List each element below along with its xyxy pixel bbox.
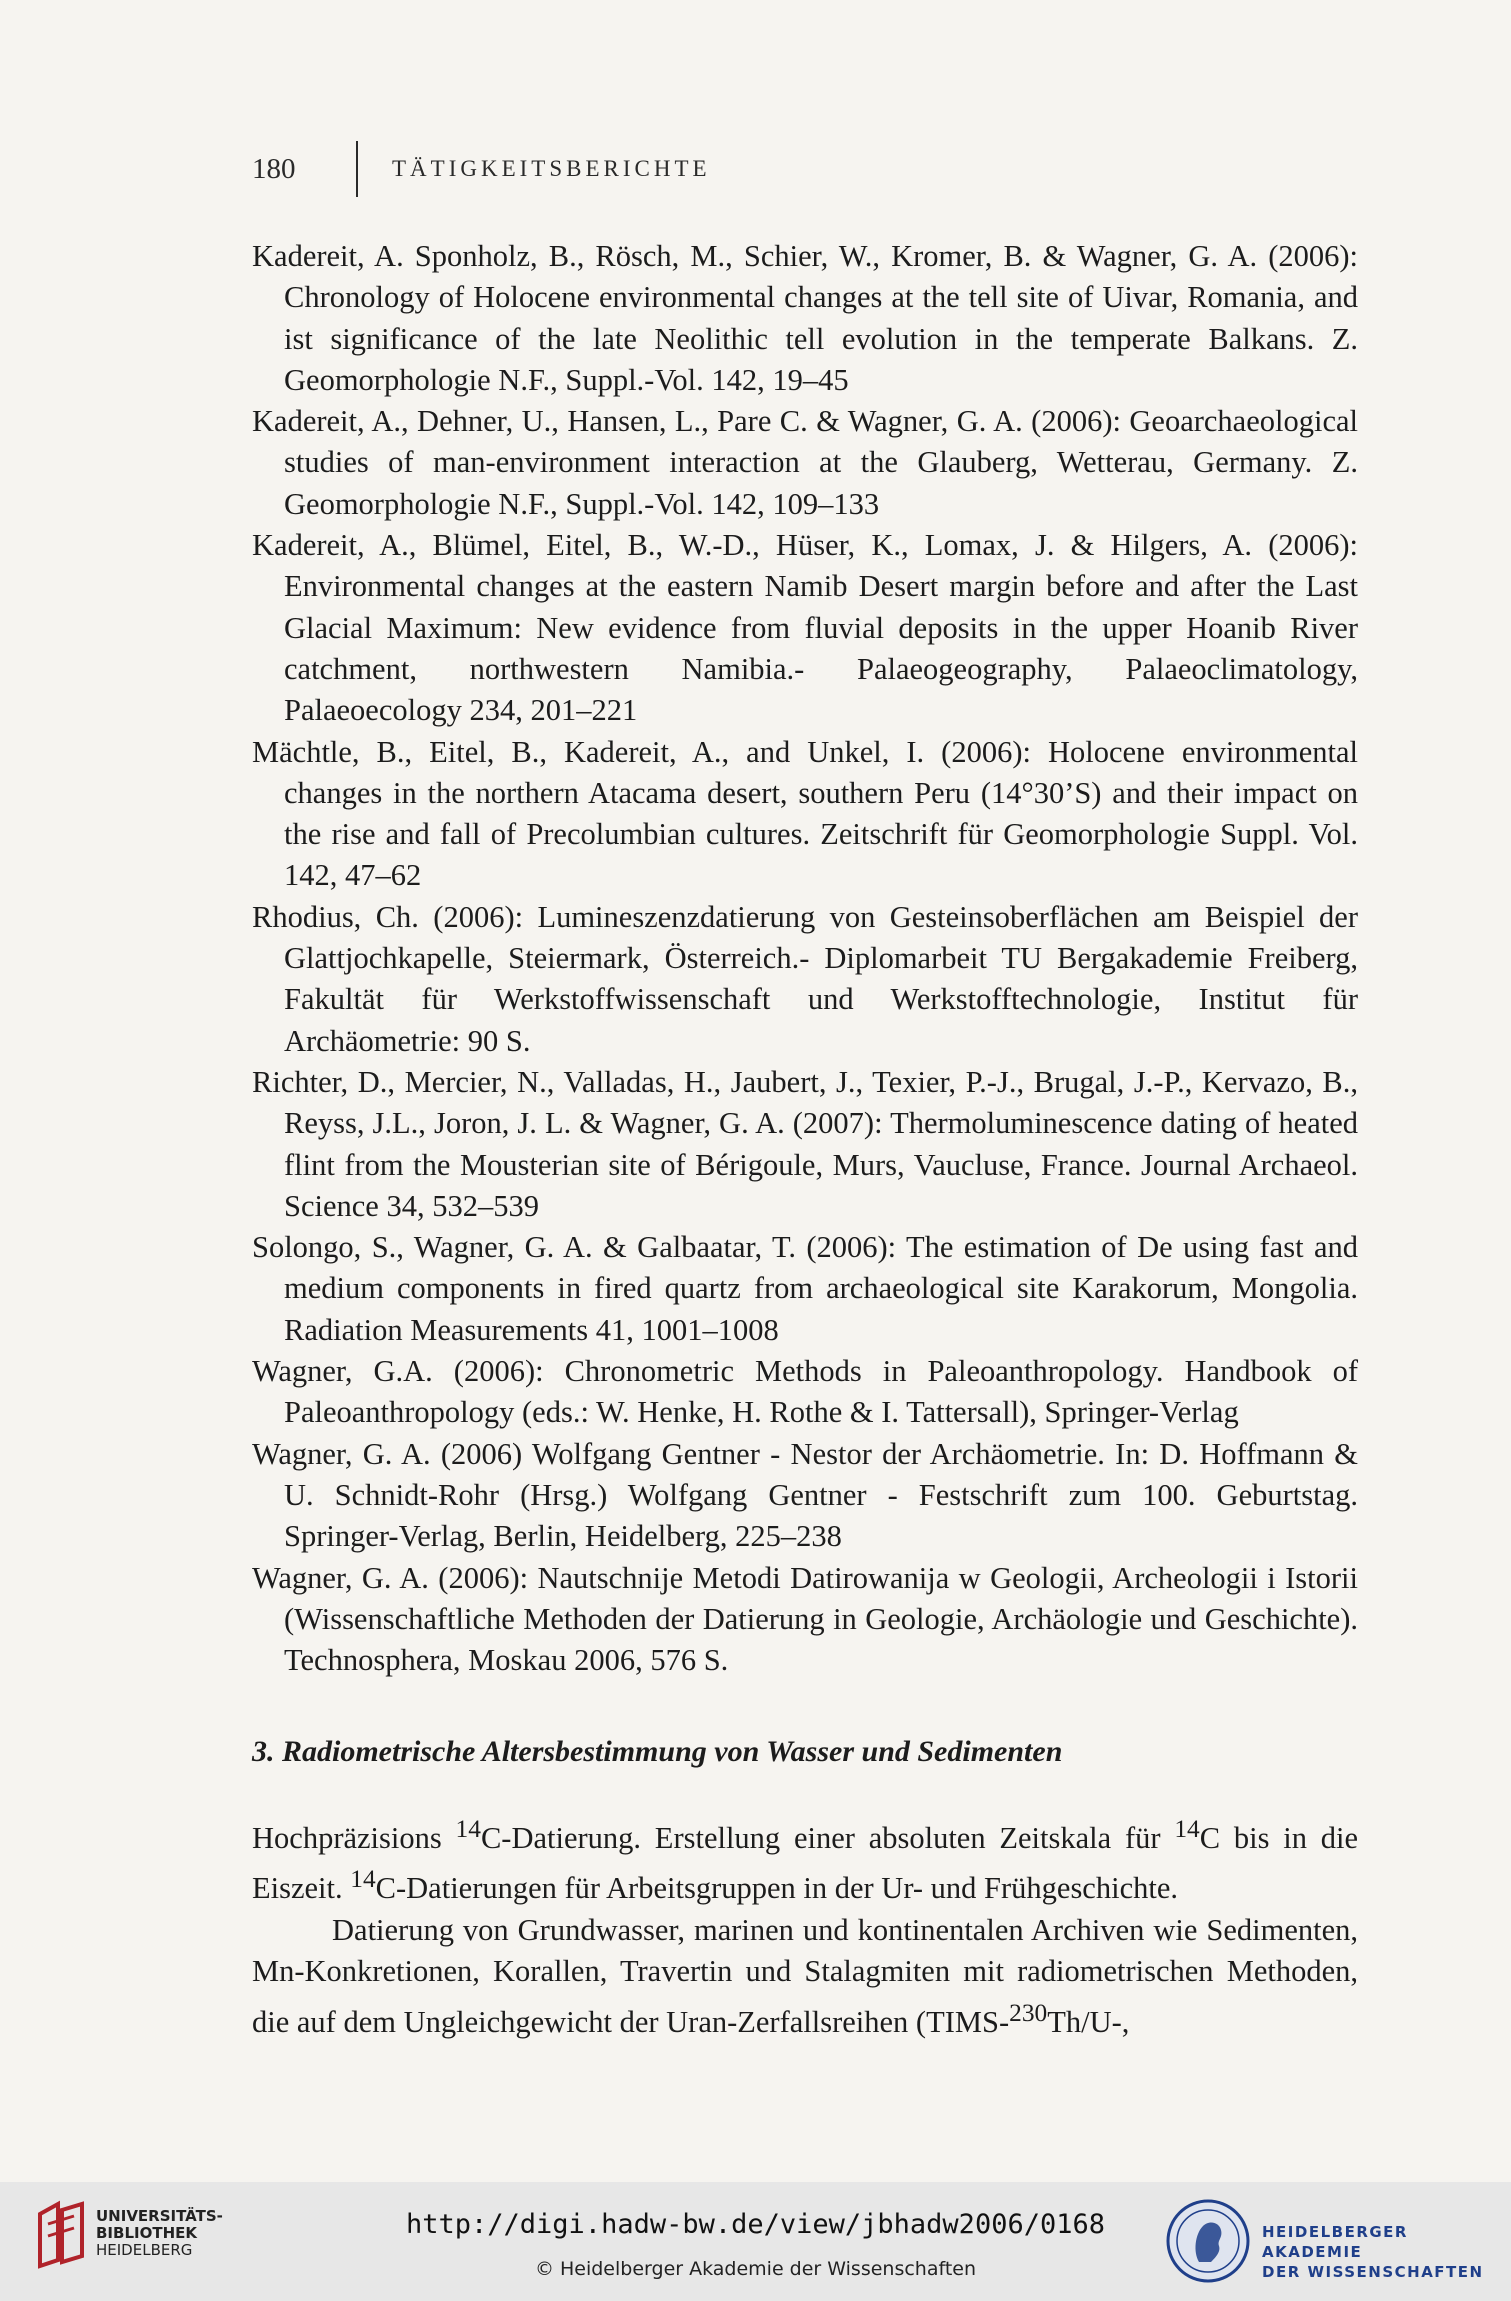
reference-entry: Mächtle, B., Eitel, B., Kadereit, A., and Unkel, I. (2006): Holocene environmental changes in the northern Atacama desert, southern Peru (14°30’S) and their impact on the rise and fall of Precolumbian cultures. Zeitschrift für Geomorphologie Suppl. Vol. 142, 47–62 [252,734,1358,893]
academy-seal-icon [1163,2196,1253,2286]
permalink-url[interactable]: http://digi.hadw-bw.de/view/jbhadw2006/0168 [406,2209,1105,2240]
reference-entry: Kadereit, A., Blümel, Eitel, B., W.-D., Hüser, K., Lomax, J. & Hilgers, A. (2006): Environmental changes at the eastern Namib Desert margin before and after the Last Glacial Maximum: New evidence from fluvial deposits in the upper Hoanib River catchment, northwestern Namibia.- Palaeogeography, Palaeoclimatology, Palaeoecology 234, 201–221 [252,528,1358,728]
section-radiometric-dating [252,1735,1358,2043]
running-title: TÄTIGKEITSBERICHTE [392,156,711,181]
text-run: Th/U-, [1047,2004,1130,2039]
text-run: Datierung von Grundwasser, marinen und kontinentalen Archiven wie Sedimenten, Mn-Konkretionen, Korallen, Travertin und Stalagmiten mit radiometrischen Methoden, die auf dem Ungleichgewicht der Uran-Zerfallsreihen (TIMS- [252,1912,1358,2039]
text-run: Hochpräzisions [252,1821,456,1856]
text-run: C-Datierungen für Arbeitsgruppen in der Ur- und Frühgeschichte. [375,1871,1178,1906]
superscript: 14 [455,1815,481,1843]
reference-entry: Wagner, G. A. (2006): Nautschnije Metodi Datirowanija w Geologii, Archeologii i Istorii (Wissenschaftliche Methoden der Datierung in Geologie, Archäologie und Geschichte). Technosphera, Moskau 2006, 576 S. [252,1560,1358,1678]
body-paragraph [252,1809,1358,1910]
reference-entry: Kadereit, A. Sponholz, B., Rösch, M., Schier, W., Kromer, B. & Wagner, G. A. (2006): Chronology of Holocene environmental changes at the tell site of Uivar, Romania, and ist significance of the late Neolithic tell evolution in the temperate Balkans. Z. Geomorphologie N.F., Suppl.-Vol. 142, 19–45 [252,239,1358,397]
reference-entry: Richter, D., Mercier, N., Valladas, H., Jaubert, J., Texier, P.-J., Brugal, J.-P., Kervazo, B., Reyss, J.L., Joron, J. L. & Wagner, G. A. (2007): Thermoluminescence dating of heated flint from the Mousterian site of Bérigoule, Murs, Vaucluse, France. Journal Archaeol. Science 34, 532–539 [252,1064,1358,1223]
copyright-notice: © Heidelberger Akademie der Wissenschaften [534,2258,977,2280]
section-heading: 3. Radiometrische Altersbestimmung von Wasser und Sedimenten [252,1735,1063,1768]
academy-name [1262,2222,1511,2282]
reference-entry: Solongo, S., Wagner, G. A. & Galbaatar, T. (2006): The estimation of De using fast and medium components in fired quartz from archaeological site Karakorum, Mongolia. Radiation Measurements 41, 1001–1008 [252,1230,1358,1347]
text-run: C bis in die Eiszeit. [252,1821,1359,1906]
reference-entry: Rhodius, Ch. (2006): Lumineszenzdatierung von Gesteinsoberflächen am Beispiel der Glattjochkapelle, Steiermark, Österreich.- Diplomarbeit TU Bergakademie Freiberg, Fakultät für Werkstoffwissenschaft und Werkstofftechnologie, Institut für Archäometrie: 90 S. [252,899,1358,1058]
text-run: C-Datierung. Erstellung einer absoluten Zeitskala für [480,1821,1175,1856]
library-name-line: HEIDELBERG [96,2241,193,2259]
reference-entry: Kadereit, A., Dehner, U., Hansen, L., Pare C. & Wagner, G. A. (2006): Geoarchaeological studies of man-environment interaction at the Glauberg, Wetterau, Germany. Z. Geomorphologie N.F., Suppl.-Vol. 142, 109–133 [252,404,1358,521]
academy-name-line: HEIDELBERGER AKADEMIE [1262,2223,1408,2261]
library-name-line: BIBLIOTHEK [96,2224,197,2242]
page-number: 180 [252,152,296,185]
body-paragraph [252,1910,1358,2043]
superscript: 14 [350,1865,376,1894]
running-head [252,144,711,194]
reference-entry: Wagner, G.A. (2006): Chronometric Methods in Paleoanthropology. Handbook of Paleoanthropology (eds.: W. Henke, H. Rothe & I. Tattersall), Springer-Verlag [252,1354,1358,1430]
superscript: 230 [1009,1998,1048,2027]
header-divider [356,141,358,197]
library-name-line: UNIVERSITÄTS- [96,2207,223,2225]
academy-name-line: DER WISSENSCHAFTEN [1262,2263,1484,2281]
reference-entry: Wagner, G. A. (2006) Wolfgang Gentner - Nestor der Archäometrie. In: D. Hoffmann & U. Schnidt-Rohr (Hrsg.) Wolfgang Gentner - Festschrift zum 100. Geburtstag. Springer-Verlag, Berlin, Heidelberg, 225–238 [252,1436,1358,1554]
superscript: 14 [1174,1815,1200,1843]
reference-list [252,236,1358,1681]
